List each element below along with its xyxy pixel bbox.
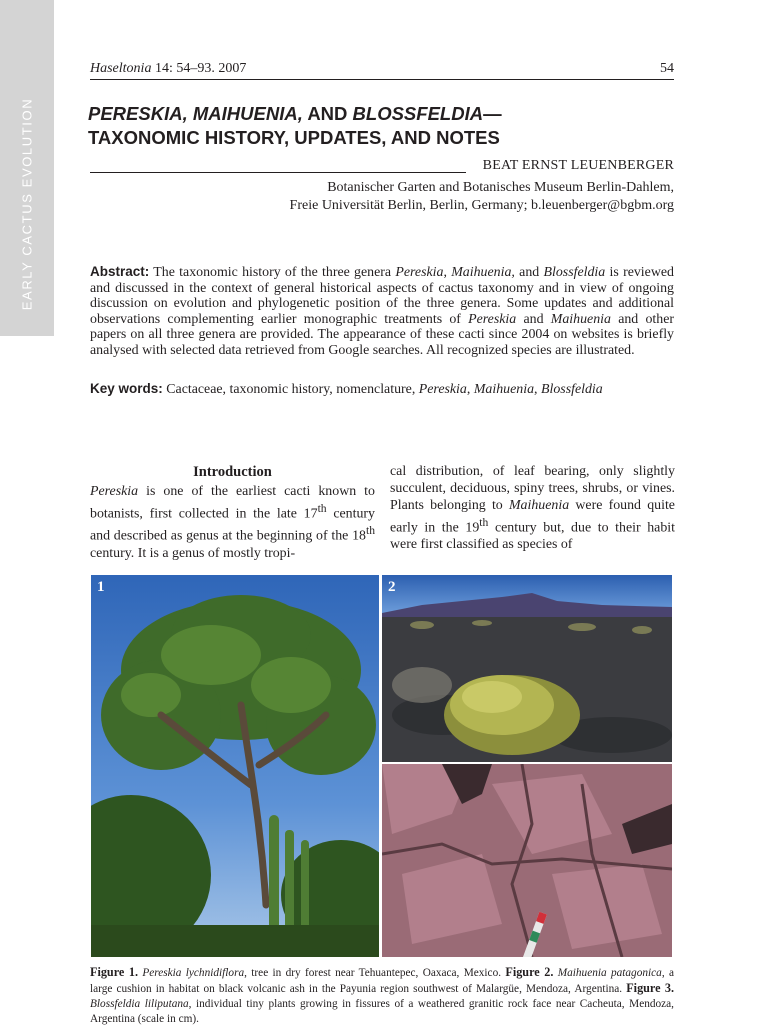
intro-left-text-2: century and described as genus at the beginning of the 18 <box>90 506 375 544</box>
intro-paragraph-left <box>90 484 375 563</box>
figure-3-caption-text: , individual tiny plants growing in fissures of a weathered granitic rock face near Cacheuta, Mendoza, Argentina (scale in cm). <box>90 998 675 1025</box>
author-name: BEAT ERNST LEUENBERGER <box>482 158 674 173</box>
keywords-plain: Cactaceae, taxonomic history, nomenclature, <box>166 382 416 397</box>
title-and: AND <box>307 103 348 124</box>
abstract-text-1: The taxonomic history of the three genera <box>153 265 392 280</box>
intro-right-sup-1: th <box>479 515 489 529</box>
figure-2-label: 2 <box>388 579 396 595</box>
intro-right-text-3: century but, due to their habit were first classified as species of <box>390 520 675 553</box>
body-column-right <box>390 464 675 554</box>
title-dash: — <box>483 103 502 124</box>
intro-genus-pereskia: Pereskia <box>90 483 139 499</box>
author-rule <box>90 172 466 173</box>
title-genus-maihuenia: MAIHUENIA, <box>192 103 303 124</box>
intro-left-sup-2: th <box>365 524 375 538</box>
abstract-comma: , <box>443 265 447 280</box>
abstract-genus-1: Pereskia <box>395 265 444 280</box>
abstract-text-5: and other papers on all three genera are provided. The appearance of these cacti since 2004 on websites is briefly analysed with selected data retrieved from Google searches. All recognized species are illustrated. <box>90 311 675 358</box>
figure-2-photo <box>382 575 672 762</box>
keyword-separator-1: , <box>466 382 471 397</box>
abstract-genus-2: Maihuenia, <box>451 265 515 280</box>
body-column-left <box>90 464 375 563</box>
figure-1-caption-label: Figure 1. <box>90 965 138 979</box>
keyword-separator-2: , <box>534 382 538 397</box>
page-number: 54 <box>660 61 674 76</box>
granitic-rock-image <box>382 764 672 957</box>
figure-3-caption-label: Figure 3. <box>626 981 674 995</box>
intro-left-sup-1: th <box>317 501 327 515</box>
figure-2-species: Maihuenia patagonica <box>557 967 662 979</box>
figure-2-caption-label: Figure 2. <box>505 965 554 979</box>
intro-right-text-2: were found quite early in the 19 <box>390 497 675 536</box>
journal-citation <box>90 61 246 77</box>
abstract-text-2: and <box>519 265 540 280</box>
keyword-pereskia: Pereskia <box>418 382 467 397</box>
abstract-genus-4: Pereskia <box>468 311 517 327</box>
figure-1-label: 1 <box>97 579 105 595</box>
side-tab-label: EARLY CACTUS EVOLUTION <box>19 97 35 311</box>
abstract-text-4: and <box>523 311 544 327</box>
citation-details: 14: 54–93. 2007 <box>154 61 247 76</box>
tree-in-forest-image <box>91 575 379 957</box>
running-header <box>90 61 674 80</box>
intro-left-text-3: century. It is a genus of mostly tropi- <box>90 545 296 561</box>
figure-2-caption-text: , a large cushion in habitat on black volcanic ash in the Payunia region southwest of Malargüe, Mendoza, Argentina. <box>90 967 674 995</box>
keyword-maihuenia: Maihuenia <box>473 382 535 397</box>
intro-genus-maihuenia: Maihuenia <box>508 497 570 513</box>
keyword-blossfeldia: Blossfeldia <box>541 382 603 397</box>
figure-1-species: Pereskia lychnidiflora <box>142 967 245 979</box>
title-line-2: TAXONOMIC HISTORY, UPDATES, AND NOTES <box>88 127 500 148</box>
affiliation-line-2: Freie Universität Berlin, Berlin, Germany; b.leuenberger@bgbm.org <box>289 197 674 213</box>
title-genus-pereskia: PERESKIA, <box>88 103 188 124</box>
intro-left-text-1: is one of the earliest cacti known to botanists, first collected in the late 17 <box>90 483 375 522</box>
article-title <box>88 102 688 150</box>
side-tab <box>0 0 54 336</box>
affiliation <box>154 179 674 214</box>
journal-name: Haseltonia <box>90 61 152 76</box>
abstract-text-3: is reviewed and discussed in the context of general historical aspects of cactus taxonomy and in view of ongoing discussion on evolution and phylogenetic position of the three genera. Some updates and additional observations complementing earlier monographic treatments of <box>90 265 674 327</box>
section-heading-introduction: Introduction <box>193 464 272 480</box>
figure-1-caption-text: , tree in dry forest near Tehuantepec, Oaxaca, Mexico. <box>244 967 502 979</box>
abstract <box>90 264 674 359</box>
intro-right-text-1: cal distribution, of leaf bearing, only slightly succulent, deciduous, spiny trees, shrubs, or vines. Plants belonging to <box>390 464 675 513</box>
title-genus-blossfeldia: BLOSSFELDIA <box>352 103 484 124</box>
figure-1-photo <box>91 575 379 957</box>
intro-paragraph-right <box>390 464 675 554</box>
figure-3-species: Blossfeldia liliputana <box>90 998 189 1010</box>
abstract-genus-5: Maihuenia <box>550 311 611 327</box>
cactus-cushion-image <box>382 575 672 762</box>
abstract-label: Abstract: <box>90 264 150 279</box>
figure-3-photo <box>382 764 672 957</box>
figure-caption <box>90 965 674 1027</box>
keywords <box>90 381 674 398</box>
abstract-genus-3: Blossfeldia <box>543 265 606 280</box>
keywords-label: Key words: <box>90 381 163 396</box>
title-line-1 <box>88 102 688 126</box>
affiliation-line-1: Botanischer Garten and Botanisches Museum Berlin-Dahlem, <box>327 180 674 195</box>
